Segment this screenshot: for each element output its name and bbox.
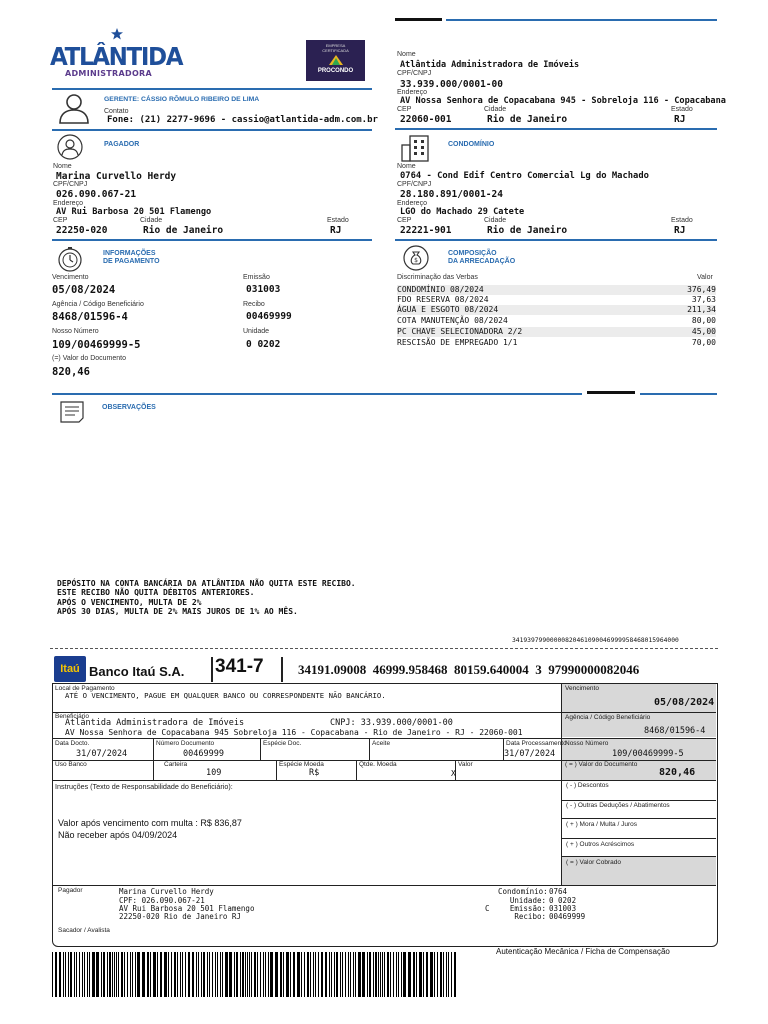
logo-subtitle: ADMINISTRADORA bbox=[65, 69, 153, 78]
composicao-row: ÁGUA E ESGOTO 08/2024 211,34 bbox=[397, 305, 716, 314]
composicao-row: COTA MANUTENÇÃO 08/2024 80,00 bbox=[397, 316, 716, 325]
gerente-contact[interactable]: Fone: (21) 2277-9696 - cassio@atlantida-adm.com.br bbox=[107, 115, 378, 125]
boleto-pagador-cpf: CPF: 026.090.067-21 bbox=[119, 896, 205, 905]
condo-bottom-line bbox=[395, 239, 717, 241]
numero-doc-label: Número Documento bbox=[156, 740, 215, 747]
issuer-name: Atlântida Administradora de Imóveis bbox=[400, 60, 580, 70]
agencia-value: 8468/01596-4 bbox=[52, 311, 128, 323]
issuer-divider bbox=[395, 128, 717, 130]
beneficiario-name: Atlântida Administradora de Imóveis bbox=[65, 718, 245, 728]
pagador-address-label: Endereço bbox=[53, 200, 83, 207]
info-recibo: 00469999 bbox=[549, 912, 586, 921]
gerente-top-line bbox=[52, 88, 372, 90]
valor-documento-label: (=) Valor do Documento bbox=[52, 355, 126, 362]
uso-banco-label: Uso Banco bbox=[55, 761, 87, 768]
linha-digitavel[interactable]: 34191.09008 46999.958468 80159.640004 3 97990000082046 bbox=[298, 662, 640, 677]
procondo-badge: EMPRESA CERTIFICADA PROCONDO bbox=[306, 40, 365, 81]
condo-city-label: Cidade bbox=[484, 217, 507, 224]
vencimento-label: Vencimento bbox=[52, 274, 89, 281]
pagamento-title-1: INFORMAÇÕES bbox=[103, 250, 156, 257]
condo-address-label: Endereço bbox=[397, 200, 427, 207]
obs-top-line-left bbox=[52, 393, 582, 395]
emissao-label: Emissão bbox=[243, 274, 270, 281]
gerente-bottom-line bbox=[52, 129, 372, 131]
issuer-cep-label: CEP bbox=[397, 106, 412, 113]
pagador-cep-label: CEP bbox=[53, 217, 68, 224]
issuer-address-label: Endereço bbox=[397, 89, 427, 96]
condo-name-label: Nome bbox=[397, 163, 416, 170]
notice-line-3: APÓS O VENCIMENTO, MULTA DE 2% bbox=[57, 598, 202, 607]
data-processamento: 31/07/2024 bbox=[504, 749, 556, 759]
condo-cnpj: 28.180.891/0001-24 bbox=[400, 189, 503, 200]
unidade-label: Unidade bbox=[243, 328, 270, 335]
pagador-bottom-line bbox=[52, 239, 372, 241]
outras-deducoes-label: ( - ) Outras Deduções / Abatimentos bbox=[566, 802, 670, 809]
info-emissao-label: Emissão: bbox=[509, 904, 546, 913]
company-logo bbox=[50, 28, 183, 80]
barcode-number: 34193979900000820461090046999958468015964000 bbox=[512, 637, 679, 644]
especie-doc-label: Espécie Doc. bbox=[263, 740, 302, 747]
notice-line-2: ESTE RECIBO NÃO QUITA DÉBITOS ANTERIORES. bbox=[57, 588, 255, 597]
issuer-address: AV Nossa Senhora de Copacabana 945 - Sobreloja 116 - Copacabana bbox=[400, 96, 726, 106]
descontos-label: ( - ) Descontos bbox=[566, 782, 609, 789]
observacoes-title: OBSERVAÇÕES bbox=[102, 404, 156, 411]
vencimento-label: Vencimento bbox=[565, 685, 599, 692]
pagador-label: Pagador bbox=[58, 887, 83, 894]
valor-documento-value: 820,46 bbox=[659, 767, 696, 778]
issuer-city: Rio de Janeiro bbox=[487, 114, 568, 125]
valor-documento-value: 820,46 bbox=[52, 366, 90, 378]
stopwatch-icon bbox=[57, 246, 83, 272]
composicao-row: FDO RESERVA 08/2024 37,63 bbox=[397, 295, 716, 304]
recibo-label: Recibo bbox=[243, 301, 265, 308]
condo-cep: 22221-901 bbox=[400, 225, 452, 236]
nosso-numero-value: 109/00469999-5 bbox=[612, 749, 684, 759]
boleto-pagador-address: AV Rui Barbosa 20 501 Flamengo bbox=[119, 904, 255, 913]
gerente-title: GERENTE: CÁSSIO RÔMULO RIBEIRO DE LIMA bbox=[104, 96, 260, 103]
cut-line bbox=[50, 648, 718, 649]
composicao-row: CONDOMÍNIO 08/2024 376,49 bbox=[397, 285, 716, 294]
issuer-state-label: Estado bbox=[671, 106, 693, 113]
composicao-title-2: DA ARRECADAÇÃO bbox=[448, 258, 516, 265]
pagador-state-label: Estado bbox=[327, 217, 349, 224]
star-icon bbox=[110, 28, 124, 40]
pagador-state: RJ bbox=[330, 225, 342, 236]
vencimento-value: 05/08/2024 bbox=[654, 697, 715, 708]
condo-state: RJ bbox=[674, 225, 686, 236]
issuer-city-label: Cidade bbox=[484, 106, 507, 113]
composicao-col-valor: Valor bbox=[697, 274, 713, 281]
pagador-city-label: Cidade bbox=[140, 217, 163, 224]
person-icon bbox=[57, 92, 91, 124]
valor-column-label: Valor bbox=[458, 761, 473, 768]
nosso-numero-label: Nosso Número bbox=[565, 740, 609, 747]
pagamento-title-2: DE PAGAMENTO bbox=[103, 258, 160, 265]
valor-column-value: X bbox=[451, 769, 456, 778]
especie-moeda-value: R$ bbox=[309, 768, 320, 778]
obs-top-line-right bbox=[640, 393, 717, 395]
info-condominio: 0764 bbox=[549, 887, 568, 896]
qtde-moeda-label: Qtde. Moeda bbox=[359, 761, 397, 768]
agencia-label: Agência / Código Beneficiário bbox=[52, 301, 144, 308]
issuer-state: RJ bbox=[674, 114, 686, 125]
condominio-title: CONDOMÍNIO bbox=[448, 141, 495, 148]
issuer-cnpj: 33.939.000/0001-00 bbox=[400, 79, 503, 90]
beneficiario-cnpj: CNPJ: 33.939.000/0001-00 bbox=[330, 718, 453, 728]
info-emissao: 031003 bbox=[549, 904, 577, 913]
emissao-value: 031003 bbox=[246, 284, 281, 295]
condo-address: LGO do Machado 29 Catete bbox=[400, 207, 525, 217]
unidade-value: 0 0202 bbox=[246, 339, 281, 350]
valor-documento-label: ( = ) Valor do Documento bbox=[565, 761, 638, 768]
local-pagamento: ATÉ O VENCIMENTO, PAGUE EM QUALQUER BANCO OU CORRESPONDENTE NÃO BANCÁRIO. bbox=[65, 691, 386, 700]
info-condominio-label: Condomínio: bbox=[498, 887, 548, 896]
notice-line-1: DEPÓSITO NA CONTA BANCÁRIA DA ATLÂNTIDA NÃO QUITA ESTE RECIBO. bbox=[57, 579, 356, 588]
valor-cobrado-label: ( = ) Valor Cobrado bbox=[566, 859, 621, 866]
gerente-contact-label: Contato bbox=[104, 108, 129, 115]
composicao-title-1: COMPOSIÇÃO bbox=[448, 250, 497, 257]
condo-city: Rio de Janeiro bbox=[487, 225, 568, 236]
carteira-label: Carteira bbox=[164, 761, 188, 768]
obs-top-line-black bbox=[587, 391, 635, 394]
condo-state-label: Estado bbox=[671, 217, 693, 224]
composicao-row: RESCISÃO DE EMPREGADO 1/1 70,00 bbox=[397, 338, 716, 347]
pagador-name: Marina Curvello Herdy bbox=[56, 171, 177, 182]
barcode bbox=[52, 952, 462, 997]
issuer-cnpj-label: CPF/CNPJ bbox=[397, 70, 432, 77]
sacador-label: Sacador / Avalista bbox=[58, 927, 110, 934]
header-divider-blue bbox=[446, 19, 717, 21]
condo-cnpj-label: CPF/CNPJ bbox=[397, 181, 432, 188]
instrucoes-label: Instruções (Texto de Responsabilidade do Beneficiário): bbox=[55, 782, 233, 791]
pagador-city: Rio de Janeiro bbox=[143, 225, 224, 236]
logo-text: ATLÂNTIDA bbox=[50, 42, 183, 71]
itau-logo: Itaú bbox=[54, 656, 86, 682]
condo-cep-label: CEP bbox=[397, 217, 412, 224]
notice-line-4: APÓS 30 DIAS, MULTA DE 2% MAIS JUROS DE 1% AO MÊS. bbox=[57, 607, 298, 616]
beneficiario-label: Beneficiário bbox=[55, 713, 89, 720]
pagador-name-label: Nome bbox=[53, 163, 72, 170]
header-divider-black bbox=[395, 18, 442, 21]
document-icon bbox=[59, 400, 87, 424]
info-unidade-label: Unidade: bbox=[509, 896, 546, 905]
pagador-cep: 22250-020 bbox=[56, 225, 108, 236]
data-processamento-label: Data Processamento bbox=[506, 740, 567, 747]
especie-moeda-label: Espécie Moeda bbox=[279, 761, 324, 768]
bank-name: Banco Itaú S.A. bbox=[89, 664, 185, 679]
money-bag-icon bbox=[403, 245, 429, 271]
bank-code: 341-7 bbox=[215, 656, 264, 677]
boleto-pagador-cep: 22250-020 Rio de Janeiro RJ bbox=[119, 912, 241, 921]
agencia-label: Agência / Código Beneficiário bbox=[565, 714, 651, 721]
issuer-name-label: Nome bbox=[397, 51, 416, 58]
vencimento-value: 05/08/2024 bbox=[52, 284, 116, 296]
issuer-cep: 22060-001 bbox=[400, 114, 452, 125]
mora-multa-label: ( + ) Mora / Multa / Juros bbox=[566, 821, 637, 828]
c-mark: C bbox=[485, 904, 490, 913]
pagador-cpf: 026.090.067-21 bbox=[56, 189, 137, 200]
agencia-value: 8468/01596-4 bbox=[644, 726, 706, 736]
pagador-title: PAGADOR bbox=[104, 141, 140, 148]
local-pagamento-label: Local de Pagamento bbox=[55, 685, 115, 692]
numero-doc: 00469999 bbox=[183, 749, 224, 759]
badge-emblem-icon bbox=[329, 55, 343, 65]
beneficiario-address: AV Nossa Senhora de Copacabana 945 Sobreloja 116 - Copacabana - Rio de Janeiro - RJ - 22060-001 bbox=[65, 728, 523, 737]
pagador-cpf-label: CPF/CNPJ bbox=[53, 181, 88, 188]
composicao-row: PC CHAVE SELECIONADORA 2/2 45,00 bbox=[397, 327, 716, 336]
instrucao-multa: Valor após vencimento com multa : R$ 836,87 bbox=[58, 818, 242, 828]
instrucao-limite: Não receber após 04/09/2024 bbox=[58, 830, 178, 840]
pagador-address: AV Rui Barbosa 20 501 Flamengo bbox=[56, 207, 212, 217]
info-unidade: 0 0202 bbox=[549, 896, 577, 905]
building-icon bbox=[401, 134, 437, 162]
data-doc-label: Data Docto. bbox=[55, 740, 90, 747]
info-recibo-label: Recibo: bbox=[514, 912, 546, 921]
composicao-col-desc: Discriminação das Verbas bbox=[397, 274, 478, 281]
nosso-numero-value: 109/00469999-5 bbox=[52, 339, 141, 351]
autenticacao-label: Autenticação Mecânica / Ficha de Compensação bbox=[496, 947, 670, 956]
recibo-value: 00469999 bbox=[246, 311, 292, 322]
boleto-pagador-name: Marina Curvello Herdy bbox=[119, 887, 214, 896]
person-icon bbox=[57, 134, 83, 160]
carteira-value: 109 bbox=[206, 768, 222, 778]
outros-acrescimos-label: ( + ) Outros Acréscimos bbox=[566, 841, 635, 848]
data-doc: 31/07/2024 bbox=[76, 749, 128, 759]
condo-name: 0764 - Cond Edif Centro Comercial Lg do Machado bbox=[400, 171, 649, 181]
aceite-label: Aceite bbox=[372, 740, 391, 747]
nosso-numero-label: Nosso Número bbox=[52, 328, 99, 335]
svg-text:$: $ bbox=[414, 257, 418, 264]
